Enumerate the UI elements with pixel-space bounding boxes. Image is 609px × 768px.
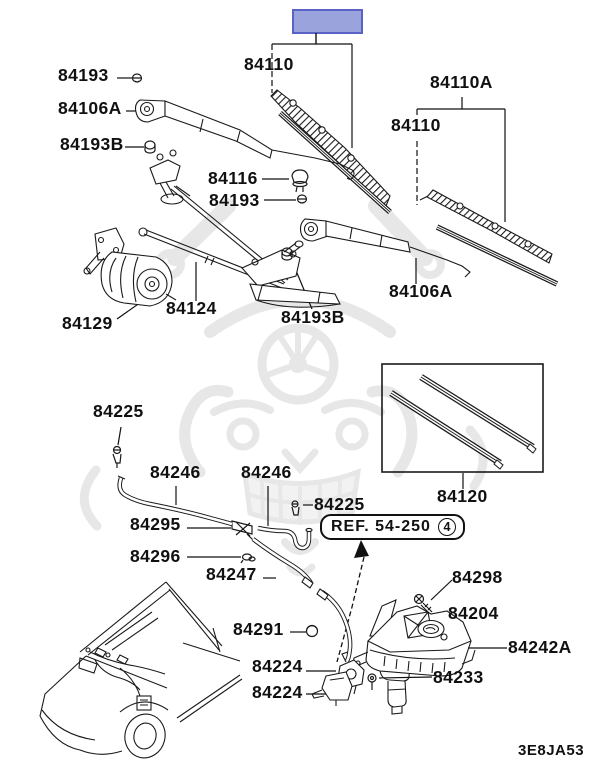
part-label-84106a-mid[interactable]: 84106A: [389, 281, 453, 301]
part-label-84224-upper[interactable]: 84224: [252, 656, 303, 676]
part-label-84110-right[interactable]: 84110: [391, 115, 441, 135]
wiper-motor-drawing: [84, 228, 176, 306]
part-label-84295[interactable]: 84295: [130, 514, 181, 534]
drawing-code: 3E8JA53: [518, 742, 585, 759]
part-label-84204[interactable]: 84204: [448, 603, 499, 623]
ref-note-text: REF. 54-250: [331, 518, 431, 535]
part-label-84242a[interactable]: 84242A: [508, 637, 572, 657]
part-label-84110a[interactable]: 84110A: [430, 72, 493, 92]
part-label-84298[interactable]: 84298: [452, 567, 503, 587]
part-label-84291[interactable]: 84291: [233, 619, 284, 639]
part-label-84193b-mid[interactable]: 84193B: [281, 307, 345, 327]
car-outline-drawing: [40, 582, 242, 762]
part-label-84225-right[interactable]: 84225: [314, 494, 365, 514]
part-label-84225-left[interactable]: 84225: [93, 401, 144, 421]
ref-note-qty-badge: 4: [438, 518, 456, 536]
part-label-84296[interactable]: 84296: [130, 546, 181, 566]
ref-arrow: [337, 540, 369, 662]
wiper-blade-front-drawing: [271, 90, 390, 212]
part-label-84120[interactable]: 84120: [437, 486, 488, 506]
part-label-84106a-upper[interactable]: 84106A: [58, 98, 122, 118]
part-highlight-box[interactable]: [293, 10, 362, 44]
part-label-84193-mid[interactable]: 84193: [209, 190, 260, 210]
part-label-84247[interactable]: 84247: [206, 564, 257, 584]
part-label-84246-right[interactable]: 84246: [241, 462, 292, 482]
part-label-84110-center[interactable]: 84110: [244, 54, 294, 74]
ref-note-box[interactable]: [320, 514, 465, 540]
part-label-84233[interactable]: 84233: [433, 667, 484, 687]
part-label-84116[interactable]: 84116: [208, 168, 258, 188]
part-label-84193b-upper[interactable]: 84193B: [60, 134, 124, 154]
part-label-84129[interactable]: 84129: [62, 313, 113, 333]
part-label-84124[interactable]: 84124: [166, 298, 217, 318]
part-label-84224-lower[interactable]: 84224: [252, 682, 303, 702]
part-label-84193-upper[interactable]: 84193: [58, 65, 109, 85]
part-label-84246-left[interactable]: 84246: [150, 462, 201, 482]
